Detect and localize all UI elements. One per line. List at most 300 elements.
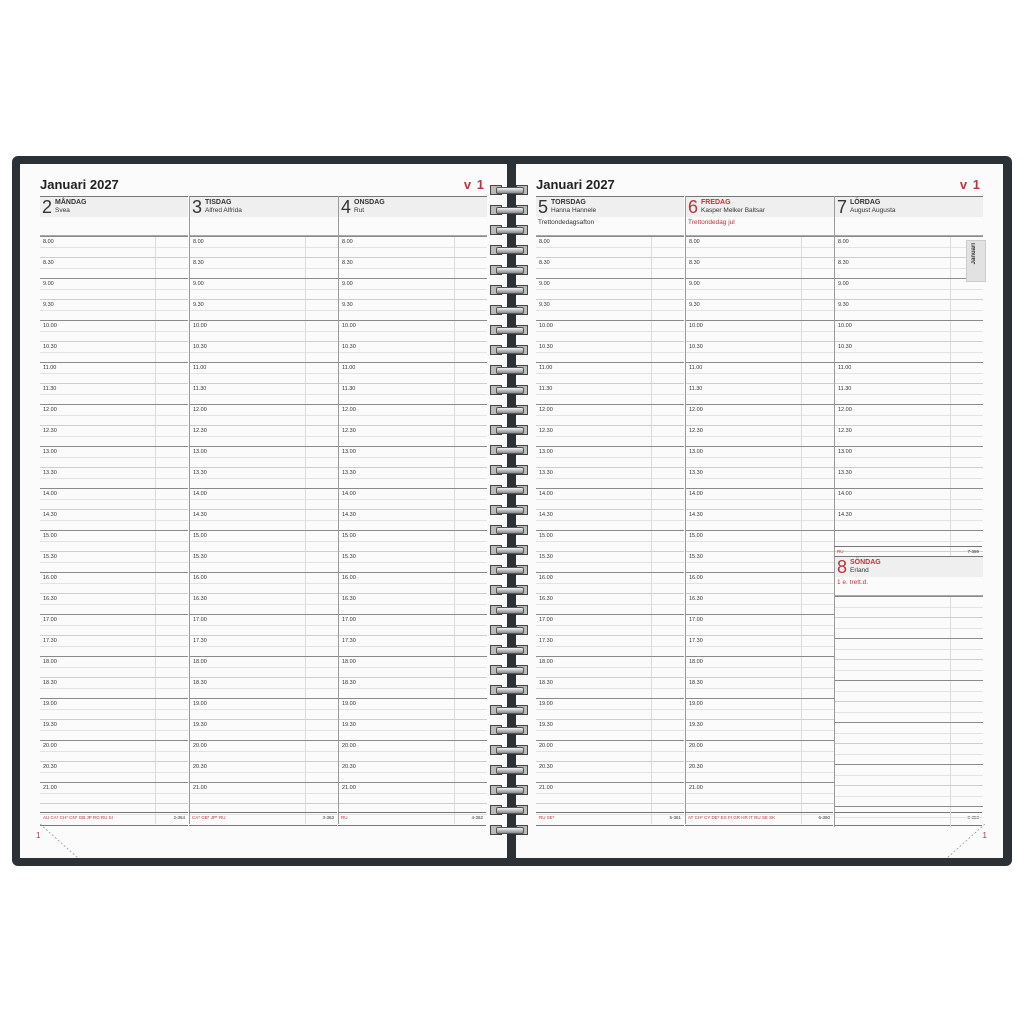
name-day: August Augusta [850, 207, 896, 214]
time-label: 14.00 [539, 491, 553, 497]
time-label: 15.00 [689, 533, 703, 539]
time-slot[interactable] [339, 467, 487, 488]
time-label: 10.30 [193, 344, 207, 350]
time-slot[interactable] [190, 614, 338, 635]
time-slot[interactable] [339, 782, 487, 803]
time-slot[interactable] [835, 362, 983, 383]
time-slot[interactable] [339, 614, 487, 635]
time-slot[interactable] [536, 509, 684, 530]
time-slot[interactable] [40, 782, 188, 803]
time-slot[interactable] [835, 617, 983, 638]
time-label: 19.00 [539, 701, 553, 707]
time-label: 11.00 [838, 365, 852, 371]
time-label: 17.00 [689, 617, 703, 623]
time-slot[interactable] [536, 593, 684, 614]
time-label: 13.30 [193, 470, 207, 476]
time-label: 14.30 [43, 512, 57, 518]
time-slot[interactable] [339, 656, 487, 677]
time-label: 13.00 [689, 449, 703, 455]
spiral-ring [488, 724, 536, 736]
spiral-ring [488, 464, 536, 476]
week-number: v 1 [463, 177, 485, 192]
time-slot[interactable] [40, 740, 188, 761]
time-slot[interactable] [686, 425, 834, 446]
right-page [516, 164, 1003, 858]
time-label: 8.00 [193, 239, 204, 245]
time-slot[interactable] [190, 278, 338, 299]
time-slot[interactable] [190, 509, 338, 530]
time-slot[interactable] [339, 383, 487, 404]
day-number: 6 [688, 197, 699, 217]
time-slot[interactable] [686, 656, 834, 677]
day-name: FREDAG [701, 199, 731, 206]
time-slot[interactable] [190, 425, 338, 446]
time-slot[interactable] [536, 719, 684, 740]
time-label: 8.00 [689, 239, 700, 245]
time-label: 16.00 [43, 575, 57, 581]
time-slot[interactable] [339, 278, 487, 299]
time-slot[interactable] [339, 572, 487, 593]
time-label: 20.00 [193, 743, 207, 749]
time-slot[interactable] [40, 761, 188, 782]
time-slot[interactable] [686, 257, 834, 278]
time-label: 18.30 [193, 680, 207, 686]
time-label: 21.00 [43, 785, 57, 791]
time-slot[interactable] [835, 701, 983, 722]
time-slot[interactable] [835, 320, 983, 341]
time-slot[interactable] [686, 572, 834, 593]
time-slot[interactable] [190, 677, 338, 698]
country-codes: AT CH* CY DE* ES FI GR HR IT RU SE SK [688, 815, 776, 820]
time-slot[interactable] [40, 488, 188, 509]
time-slot[interactable] [190, 530, 338, 551]
country-codes: RU [341, 815, 348, 820]
time-slot[interactable] [835, 278, 983, 299]
time-label: 12.30 [838, 428, 852, 434]
page-number: 1 [36, 831, 41, 840]
spiral-ring [488, 784, 536, 796]
time-slot[interactable] [835, 446, 983, 467]
day-column [338, 196, 487, 824]
time-slot[interactable] [339, 446, 487, 467]
time-slot[interactable] [339, 299, 487, 320]
time-slot[interactable] [40, 299, 188, 320]
time-slot[interactable] [190, 467, 338, 488]
time-label: 14.30 [193, 512, 207, 518]
time-label: 16.30 [193, 596, 207, 602]
page-corner-fold [945, 824, 985, 858]
time-slot[interactable] [686, 530, 834, 551]
time-slot[interactable] [339, 425, 487, 446]
time-label: 21.00 [689, 785, 703, 791]
time-slot[interactable] [190, 488, 338, 509]
time-slot[interactable] [835, 236, 983, 257]
time-label: 19.30 [43, 722, 57, 728]
time-slot[interactable] [835, 299, 983, 320]
time-slot[interactable] [835, 722, 983, 743]
day-note: Trettondedagsafton [536, 217, 684, 236]
time-label: 13.30 [43, 470, 57, 476]
time-label: 11.30 [539, 386, 553, 392]
time-label: 21.00 [342, 785, 356, 791]
time-slot[interactable] [339, 404, 487, 425]
time-slot[interactable] [339, 719, 487, 740]
time-label: 8.00 [838, 239, 849, 245]
time-label: 8.30 [689, 260, 700, 266]
time-label: 15.30 [342, 554, 356, 560]
time-slot[interactable] [40, 509, 188, 530]
time-label: 20.30 [689, 764, 703, 770]
day-note [40, 217, 188, 236]
time-label: 10.00 [689, 323, 703, 329]
spiral-ring [488, 804, 536, 816]
time-label: 13.00 [539, 449, 553, 455]
spiral-ring [488, 324, 536, 336]
time-slot[interactable] [190, 362, 338, 383]
sunday-column [834, 556, 983, 827]
time-label: 15.00 [193, 533, 207, 539]
time-slot[interactable] [686, 593, 834, 614]
time-slot[interactable] [835, 488, 983, 509]
time-slot[interactable] [40, 404, 188, 425]
day-header [536, 196, 684, 217]
day-note: Trettondedag jul [686, 217, 834, 236]
time-slot[interactable] [40, 572, 188, 593]
spiral-ring [488, 444, 536, 456]
time-label: 20.00 [342, 743, 356, 749]
time-slot[interactable] [190, 383, 338, 404]
time-slot[interactable] [835, 425, 983, 446]
time-slot[interactable] [190, 740, 338, 761]
time-slot[interactable] [339, 320, 487, 341]
time-slot[interactable] [835, 404, 983, 425]
time-slot[interactable] [536, 635, 684, 656]
time-slot[interactable] [339, 257, 487, 278]
spiral-ring [488, 524, 536, 536]
time-label: 15.30 [193, 554, 207, 560]
spiral-ring [488, 284, 536, 296]
time-slot[interactable] [835, 764, 983, 785]
time-slot[interactable] [40, 656, 188, 677]
time-slot[interactable] [686, 761, 834, 782]
day-note: 1 e. trett.d. [835, 577, 983, 596]
day-count: 8-358 [967, 815, 979, 820]
spiral-ring [488, 364, 536, 376]
time-label: 17.00 [539, 617, 553, 623]
time-label: 18.30 [342, 680, 356, 686]
time-slot[interactable] [536, 530, 684, 551]
time-label: 13.30 [838, 470, 852, 476]
time-slot[interactable] [835, 467, 983, 488]
time-slot[interactable] [536, 278, 684, 299]
time-label: 16.00 [539, 575, 553, 581]
country-codes: CA* GB* JP* RU [192, 815, 226, 820]
time-label: 13.00 [43, 449, 57, 455]
time-slot[interactable] [190, 236, 338, 257]
time-slot[interactable] [339, 551, 487, 572]
time-label: 15.00 [539, 533, 553, 539]
time-slot[interactable] [835, 509, 983, 530]
time-slot[interactable] [686, 320, 834, 341]
day-footer [189, 812, 337, 826]
day-number: 7 [837, 197, 848, 217]
time-slot[interactable] [536, 656, 684, 677]
time-label: 17.30 [193, 638, 207, 644]
time-slot[interactable] [40, 530, 188, 551]
spiral-ring [488, 684, 536, 696]
time-label: 14.00 [838, 491, 852, 497]
time-label: 15.30 [539, 554, 553, 560]
time-slot[interactable] [835, 785, 983, 806]
time-slot[interactable] [835, 341, 983, 362]
time-slot[interactable] [40, 719, 188, 740]
time-slot[interactable] [536, 572, 684, 593]
time-slot[interactable] [190, 719, 338, 740]
time-label: 16.30 [689, 596, 703, 602]
time-label: 15.30 [43, 554, 57, 560]
month-title: Januari 2027 [40, 177, 119, 192]
time-label: 11.00 [539, 365, 553, 371]
time-slot[interactable] [339, 740, 487, 761]
time-slot[interactable] [686, 677, 834, 698]
time-slot[interactable] [190, 257, 338, 278]
time-slot[interactable] [686, 404, 834, 425]
name-day: Svea [55, 207, 70, 214]
time-slot[interactable] [686, 698, 834, 719]
time-label: 9.30 [342, 302, 353, 308]
time-label: 14.30 [539, 512, 553, 518]
time-slot[interactable] [536, 446, 684, 467]
time-slot[interactable] [536, 425, 684, 446]
time-label: 9.30 [43, 302, 54, 308]
time-slot[interactable] [536, 698, 684, 719]
time-slot[interactable] [190, 572, 338, 593]
name-day: Rut [354, 207, 365, 214]
time-slot[interactable] [536, 740, 684, 761]
time-slot[interactable] [190, 698, 338, 719]
time-label: 11.00 [43, 365, 57, 371]
time-slot[interactable] [40, 362, 188, 383]
time-slot[interactable] [339, 761, 487, 782]
spiral-ring [488, 664, 536, 676]
time-slot[interactable] [536, 782, 684, 803]
day-footer [685, 812, 833, 826]
time-slot[interactable] [40, 593, 188, 614]
time-slot[interactable] [339, 677, 487, 698]
time-slot[interactable] [40, 257, 188, 278]
time-slot[interactable] [835, 257, 983, 278]
month-title: Januari 2027 [536, 177, 615, 192]
time-slot[interactable] [40, 425, 188, 446]
name-day: Kasper Melker Baltsar [701, 207, 765, 214]
time-slot[interactable] [40, 635, 188, 656]
time-slot[interactable] [536, 236, 684, 257]
time-slot[interactable] [339, 362, 487, 383]
time-label: 20.30 [43, 764, 57, 770]
time-label: 9.30 [539, 302, 550, 308]
time-label: 18.00 [342, 659, 356, 665]
time-slot[interactable] [686, 299, 834, 320]
time-slot[interactable] [339, 635, 487, 656]
time-slot[interactable] [536, 320, 684, 341]
time-slot[interactable] [835, 596, 983, 617]
time-slot[interactable] [190, 593, 338, 614]
time-slot[interactable] [686, 740, 834, 761]
time-slot[interactable] [339, 509, 487, 530]
time-slot[interactable] [536, 467, 684, 488]
time-label: 17.00 [43, 617, 57, 623]
day-number: 5 [538, 197, 549, 217]
name-day: Alfred Alfrida [205, 207, 242, 214]
time-slot[interactable] [686, 719, 834, 740]
time-slot[interactable] [40, 341, 188, 362]
country-codes: RU SE* [539, 815, 555, 820]
time-slot[interactable] [686, 509, 834, 530]
time-slot[interactable] [190, 656, 338, 677]
day-name: TISDAG [205, 199, 232, 206]
time-slot[interactable] [686, 236, 834, 257]
time-slot[interactable] [190, 551, 338, 572]
spiral-ring [488, 244, 536, 256]
time-slot[interactable] [686, 467, 834, 488]
time-slot[interactable] [190, 446, 338, 467]
time-slot[interactable] [40, 698, 188, 719]
time-label: 8.30 [342, 260, 353, 266]
time-slot[interactable] [835, 659, 983, 680]
time-label: 11.00 [689, 365, 703, 371]
time-slot[interactable] [536, 404, 684, 425]
time-slot[interactable] [40, 677, 188, 698]
time-label: 12.30 [539, 428, 553, 434]
time-label: 12.00 [43, 407, 57, 413]
time-label: 18.30 [43, 680, 57, 686]
day-footer [536, 812, 684, 826]
time-slot[interactable] [40, 383, 188, 404]
time-slot[interactable] [686, 635, 834, 656]
time-slot[interactable] [339, 488, 487, 509]
time-slot[interactable] [536, 341, 684, 362]
time-label: 19.30 [689, 722, 703, 728]
time-slot[interactable] [835, 743, 983, 764]
time-slot[interactable] [190, 635, 338, 656]
time-slot[interactable] [536, 614, 684, 635]
time-slot[interactable] [339, 593, 487, 614]
time-slot[interactable] [686, 614, 834, 635]
time-slot[interactable] [686, 383, 834, 404]
time-label: 10.30 [689, 344, 703, 350]
week-number: v 1 [959, 177, 981, 192]
left-page [20, 164, 507, 858]
time-slot[interactable] [686, 278, 834, 299]
time-slot[interactable] [686, 341, 834, 362]
time-slot[interactable] [339, 341, 487, 362]
time-slot[interactable] [190, 404, 338, 425]
time-slot[interactable] [536, 299, 684, 320]
time-slot[interactable] [190, 341, 338, 362]
time-slot[interactable] [339, 698, 487, 719]
time-label: 13.30 [689, 470, 703, 476]
time-slot[interactable] [536, 488, 684, 509]
day-name: SÖNDAG [850, 559, 881, 566]
time-slot[interactable] [190, 761, 338, 782]
spiral-binding [488, 184, 536, 840]
time-label: 9.00 [689, 281, 700, 287]
time-label: 18.30 [689, 680, 703, 686]
time-label: 10.00 [342, 323, 356, 329]
time-slot[interactable] [40, 467, 188, 488]
time-slot[interactable] [835, 680, 983, 701]
time-label: 19.30 [539, 722, 553, 728]
time-slot[interactable] [40, 446, 188, 467]
day-header [835, 556, 983, 577]
time-slot[interactable] [40, 278, 188, 299]
time-label: 8.30 [193, 260, 204, 266]
time-label: 13.00 [193, 449, 207, 455]
day-column [685, 196, 834, 824]
time-label: 10.30 [342, 344, 356, 350]
time-label: 16.30 [539, 596, 553, 602]
time-label: 10.00 [838, 323, 852, 329]
name-day: Erland [850, 567, 869, 574]
time-label: 19.30 [342, 722, 356, 728]
time-label: 16.00 [689, 575, 703, 581]
day-number: 4 [341, 197, 352, 217]
day-header [835, 196, 983, 217]
time-label: 10.30 [539, 344, 553, 350]
time-slot[interactable] [339, 236, 487, 257]
time-slot[interactable] [40, 551, 188, 572]
month-tab[interactable]: Januari [966, 240, 986, 282]
spiral-ring [488, 544, 536, 556]
day-count: 3-363 [322, 815, 334, 820]
time-slot[interactable] [536, 677, 684, 698]
time-slot[interactable] [339, 530, 487, 551]
time-label: 20.00 [689, 743, 703, 749]
time-slot[interactable] [536, 761, 684, 782]
country-codes: RU [837, 549, 844, 554]
time-slot[interactable] [835, 638, 983, 659]
time-slot[interactable] [536, 383, 684, 404]
time-slot[interactable] [190, 782, 338, 803]
spiral-ring [488, 264, 536, 276]
time-label: 16.30 [43, 596, 57, 602]
spiral-ring [488, 384, 536, 396]
time-slot[interactable] [835, 383, 983, 404]
time-slot[interactable] [536, 257, 684, 278]
time-slot[interactable] [40, 236, 188, 257]
time-slot[interactable] [536, 551, 684, 572]
time-label: 11.30 [838, 386, 852, 392]
day-column [834, 196, 983, 572]
time-label: 11.30 [193, 386, 207, 392]
time-slot[interactable] [40, 614, 188, 635]
time-slot[interactable] [686, 362, 834, 383]
time-slot[interactable] [40, 320, 188, 341]
time-slot[interactable] [686, 551, 834, 572]
spiral-ring [488, 224, 536, 236]
time-label: 18.00 [689, 659, 703, 665]
time-slot[interactable] [686, 488, 834, 509]
time-slot[interactable] [686, 446, 834, 467]
time-label: 18.00 [193, 659, 207, 665]
time-slot[interactable] [190, 299, 338, 320]
time-slot[interactable] [190, 320, 338, 341]
time-slot[interactable] [536, 362, 684, 383]
time-label: 14.00 [43, 491, 57, 497]
time-label: 11.00 [342, 365, 356, 371]
day-count: 4-362 [471, 815, 483, 820]
time-slot[interactable] [686, 782, 834, 803]
